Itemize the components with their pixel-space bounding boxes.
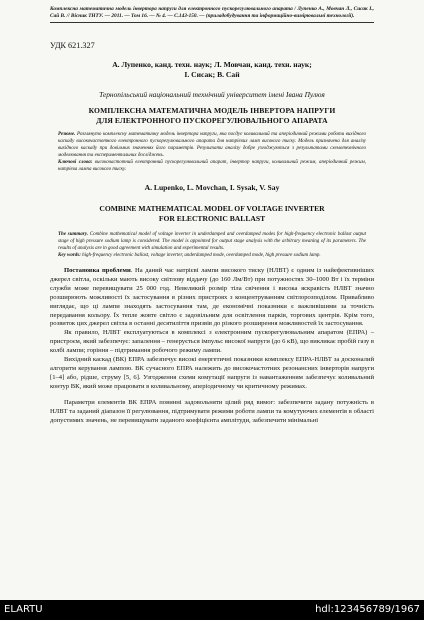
title-uk [50, 106, 374, 126]
authors-uk-line: А. Лупенко, канд. техн. наук; Л. Мовчан, канд. техн. наук; [112, 60, 312, 69]
body-paragraph [50, 267, 374, 329]
keywords-uk [58, 159, 366, 173]
title-en [50, 204, 374, 224]
abstract-en-text [58, 231, 366, 252]
paragraph-text: Як правило, НЛВТ експлуатуються в комплексі з електронним пускорегулювальним апаратом (ЕПРА) – пристроєм, який забезпечує: запалення – генерується імпульс високої напруги (до 6 кВ), що викликає пробій газу в колбі лампи; горіння – підтримання робочого режиму лампи. [50, 329, 374, 355]
authors-uk-line: І. Сисак; В. Сай [184, 70, 240, 79]
body-paragraph [50, 399, 374, 426]
title-en-line: COMBINE MATHEMATICAL MODEL OF VOLTAGE INVERTER [99, 204, 325, 213]
abstract-uk-body: Розглянуто комплексну математичну модель інвертора напруги, яка посдує коливальний та аперіодичний режими роботи вихідного каскаду високочастотного електронного пускорегулювального апарата для натрієвих ламп високого тиску. Модель призначена для аналізу вихідного каскаду при довільних значеннях його параметрів. Результати аналізу добре узгоджуються з результатами схемотехнічного моделювання та експериментальних досліджень. [58, 132, 366, 158]
title-en-line: FOR ELECTRONIC BALLAST [158, 214, 266, 223]
keywords-en [58, 252, 366, 259]
viewer-footer [0, 600, 424, 620]
paragraph-text: . На даний час натрієві лампи високого тиску (НЛВТ) є одним із найефективніших джерел світла, оскільки мають високу світлову віддачу (до 160 Лм/Вт) при потужностях 30–1000 Вт і їх терміни служби може перевищувати 25 000 год. Невеликий розмір тіла свічення і висока яскравість НЛВТ значно розширюють можливості їх застосування в різних пристроях з концентруванням світлорозподілом. Привабливо виглядає, що ці лампи знаходять застосування там, де економічні показники є важливішими за точність передавання кольору. Їх тепле жовте світло є задовільним для освітлення парків, торгових центрів. Крім того, розвиток цих джерел світла в останні десятиліття призвів до різкого розширення можливостей їх застосування. [50, 267, 374, 328]
title-uk-line: КОМПЛЕКСНА МАТЕМАТИЧНА МОДЕЛЬ ІНВЕРТОРА НАПРУГИ [88, 106, 336, 115]
body-text [50, 267, 374, 425]
citation-header: Комплексна математична модель інвертора напруги для електронного пускорегулювального апарата / Лупенко А., Мовчан Л., Сисак І., Сай В. // Вісник ТНТУ. — 2011. — Том 16. — № 4. — С.143-150. — (приладобудування та інформаційно-вимірювальні технології). [50, 6, 374, 23]
paragraph-text: Вихідний каскад (ВК) ЕПРА забезпечує високі енергетичні показники комплексу ЕПРА-НЛВТ за досконалий алгоритм керування лампою. ВК сучасного ЕПРА належить до високочастотних резонансних інверторів напруги [1–4] або, рідше, струму [5, 6]. Узгодження схеми комутації напруги із навантаженням забезпечує коливальний контур ВК, який може працювати в коливальному, аперіодичному чи критичному режимах. [50, 356, 374, 390]
body-paragraph [50, 329, 374, 356]
keywords-en-body: high-frequency electronic ballast, voltage inverter, underdamped mode, overdamped mode, high pressure sodium lamp. [80, 253, 321, 258]
keywords-uk-body: високочастотний електронний пускорегулювальний апарат, інвертор напруги, коливальний режим, аперіодичний режим, натрієва лампа високого тиску. [58, 160, 366, 172]
abstract-uk-label: Резюме. [58, 132, 76, 137]
abstract-uk-text [58, 131, 366, 159]
paragraph-text: Параметри елементів ВК ЕПРА повинні задовольняти цілий ряд вимог: забезпечити задану потужність в НЛВТ та заданий діапазон її регулювання, підтримувати режими роботи лампи та комутуючих елементів в області допустимих значень, не перевищувати заданого коефіцієнта амплітуди, забезпечити мінімальні [50, 398, 374, 424]
repository-name: ELARTU [4, 604, 43, 615]
body-paragraph [50, 356, 374, 392]
abstract-en-label: The summary. [58, 232, 89, 237]
keywords-en-label: Key words: [58, 253, 81, 258]
institution: Тернопільський національний технічний університет імені Івана Пулюя [99, 90, 325, 99]
authors-uk [50, 60, 374, 80]
handle-link[interactable]: hdl:123456789/1967 [315, 604, 420, 615]
title-uk-line: ДЛЯ ЕЛЕКТРОННОГО ПУСКОРЕГУЛЮВАЛЬНОГО АПАРАТА [96, 116, 328, 125]
authors-en: A. Lupenko, L. Movchan, I. Sysak, V. Say [144, 183, 280, 192]
abstract-en-body: Combine mathematical model of voltage inverter in underdamped and overdamped modes for high-frequency electronic ballast output stage of high pressure sodium lamp is considered. The model is appointed for output stage analysis with the arbitrary meaning of its parameters. The results of analysis are in good agreement with simulation and experimental results. [58, 232, 366, 251]
abstract-uk [50, 131, 374, 173]
abstract-en [50, 231, 374, 259]
section-heading: Постановка проблеми [64, 267, 131, 274]
udk-code: УДК 621.327 [50, 41, 95, 50]
keywords-uk-label: Ключові слова: [58, 160, 93, 165]
